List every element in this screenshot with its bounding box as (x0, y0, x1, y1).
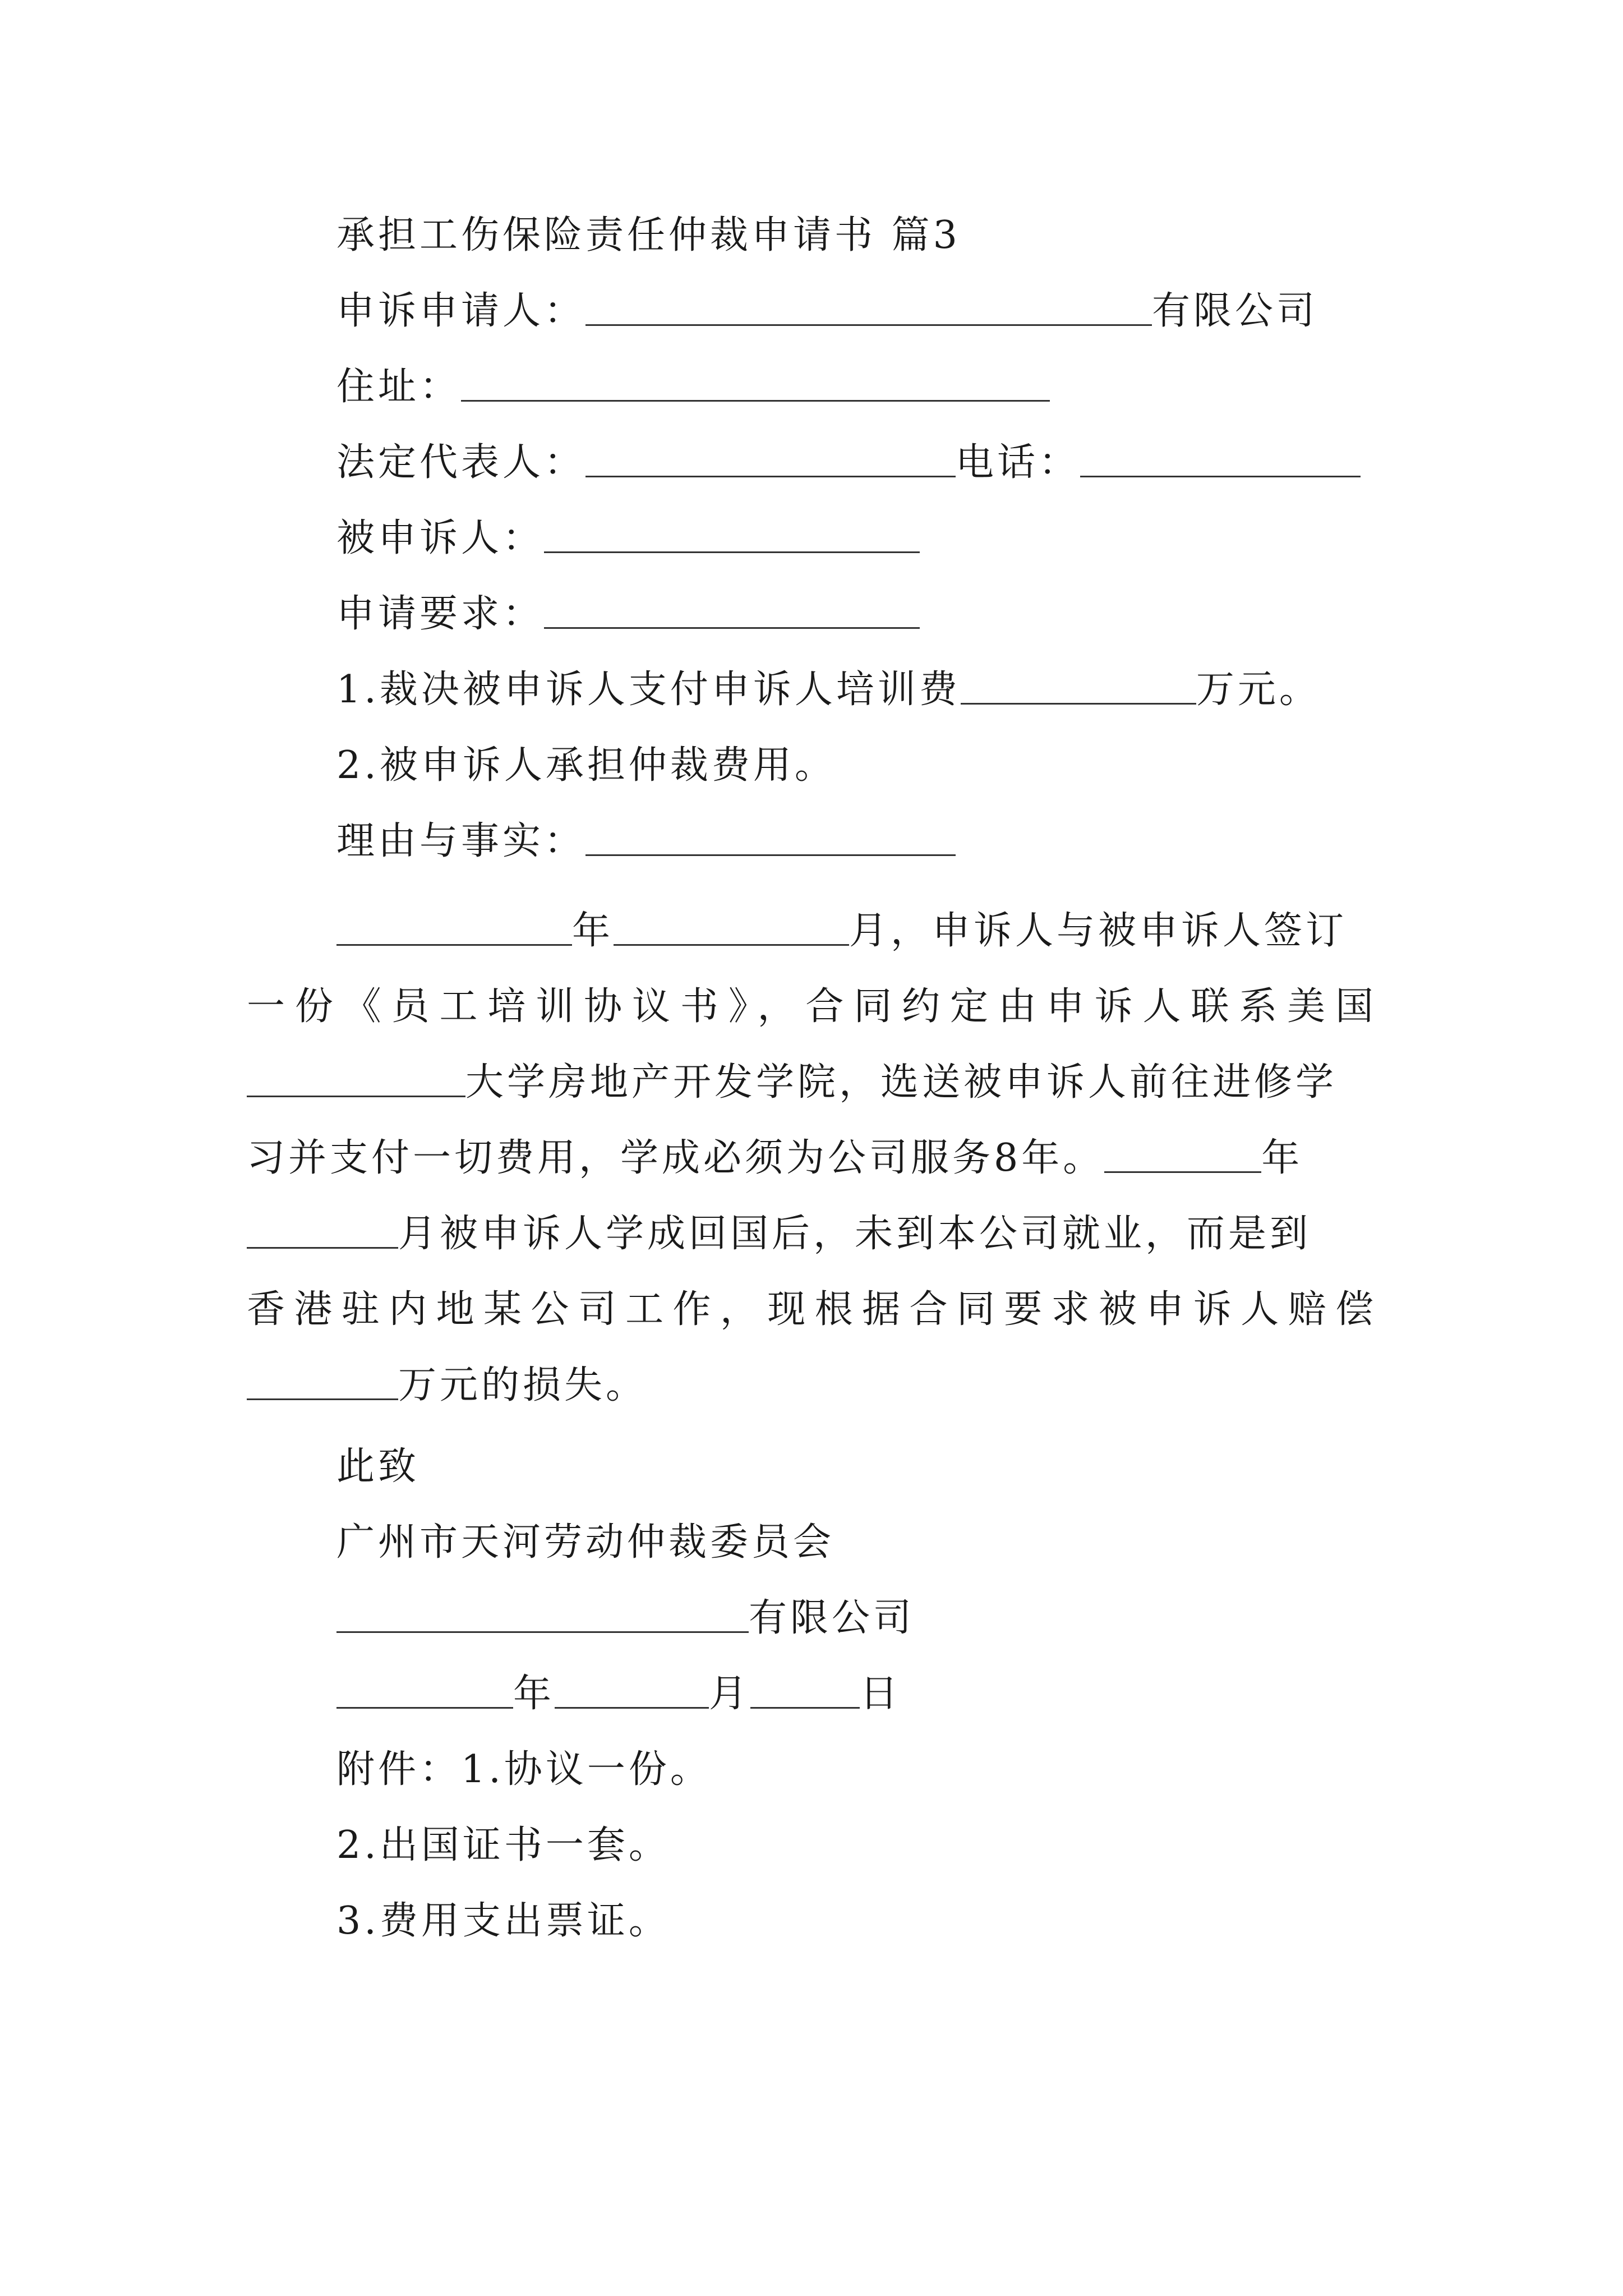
respondent-label: 被申诉人： (336, 516, 545, 560)
requests-blank (544, 593, 920, 629)
closing-line (336, 1439, 419, 1495)
training-fee-blank (961, 669, 1196, 705)
body-line-5 (247, 1206, 1311, 1262)
request-2-text: 2.被申诉人承担仲裁费用。 (336, 743, 836, 788)
university-blank (247, 1062, 465, 1097)
address-blank (461, 366, 1050, 402)
date-day-blank (750, 1673, 860, 1709)
attachment-2 (336, 1818, 670, 1874)
requests-line (336, 586, 920, 642)
date-month-blank (555, 1673, 709, 1709)
requests-label: 申请要求： (336, 592, 545, 636)
return-year-label: 年 (1261, 1136, 1303, 1180)
request-1 (336, 662, 1321, 718)
reasons-label: 理由与事实： (336, 819, 586, 863)
date-day-label: 日 (860, 1672, 902, 1716)
body-line-7 (247, 1358, 647, 1414)
return-year-blank (1104, 1138, 1261, 1173)
year-blank (336, 910, 572, 946)
body-line-1 (336, 903, 1347, 959)
body-text-7: 万元的损失。 (398, 1363, 648, 1407)
document-title (336, 208, 961, 264)
respondent-blank (544, 518, 920, 553)
compensation-blank (247, 1365, 398, 1400)
reasons-blank (585, 821, 956, 856)
request-1-unit: 万元。 (1196, 668, 1321, 712)
attachment-1 (336, 1742, 712, 1798)
body-line-3 (247, 1055, 1337, 1111)
phone-blank (1080, 442, 1361, 477)
body-line-4 (247, 1130, 1303, 1186)
date-month-label: 月 (709, 1672, 751, 1716)
applicant-line (336, 283, 1318, 339)
request-2 (336, 738, 836, 794)
date-line (336, 1666, 901, 1722)
reasons-line (336, 813, 956, 869)
legal-rep-label: 法定代表人： (336, 440, 586, 485)
body-line-6 (247, 1282, 1377, 1338)
body-text-5: 月被申诉人学成回国后，未到本公司就业，而是到 (398, 1212, 1312, 1256)
applicant-label: 申诉申请人： (336, 289, 586, 333)
year-label: 年 (572, 909, 614, 953)
body-text-4: 习并支付一切费用，学成必须为公司服务8年。 (247, 1136, 1105, 1180)
signature-line (336, 1590, 915, 1646)
body-text-1: 月，申诉人与被申诉人签订 (849, 909, 1348, 953)
body-text-3: 大学房地产开发学院，选送被申诉人前往进修学 (465, 1060, 1338, 1105)
address-label: 住址： (336, 365, 462, 409)
attachment-2-text: 2.出国证书一套。 (336, 1823, 670, 1867)
closing-text: 此致 (336, 1444, 420, 1489)
legal-rep-blank (585, 442, 956, 477)
applicant-suffix: 有限公司 (1152, 289, 1318, 333)
signature-suffix: 有限公司 (749, 1596, 915, 1640)
request-1-text: 1.裁决被申诉人支付申诉人培训费 (336, 668, 961, 712)
month-blank (614, 910, 849, 946)
title-text: 承担工伤保险责任仲裁申请书 篇3 (336, 213, 961, 257)
date-year-label: 年 (513, 1672, 555, 1716)
body-text-6: 香港驻内地某公司工作，现根据合同要求被申诉人赔偿 (247, 1287, 1377, 1332)
recipient-line (336, 1515, 834, 1571)
respondent-line (336, 510, 920, 567)
attachment-1-text: 附件：1.协议一份。 (336, 1747, 712, 1792)
attachment-3 (336, 1893, 670, 1949)
attachment-3-text: 3.费用支出票证。 (336, 1899, 670, 1943)
applicant-blank (585, 291, 1152, 326)
date-year-blank (336, 1673, 513, 1709)
legal-rep-line (336, 435, 1361, 491)
signature-company-blank (336, 1598, 749, 1633)
recipient-text: 广州市天河劳动仲裁委员会 (336, 1520, 835, 1565)
address-line (336, 359, 1050, 415)
return-month-blank (247, 1213, 398, 1249)
phone-label: 电话： (956, 440, 1081, 485)
body-text-2: 一份《员工培训协议书》，合同约定由申诉人联系美国 (247, 984, 1377, 1029)
body-line-2 (247, 979, 1377, 1035)
